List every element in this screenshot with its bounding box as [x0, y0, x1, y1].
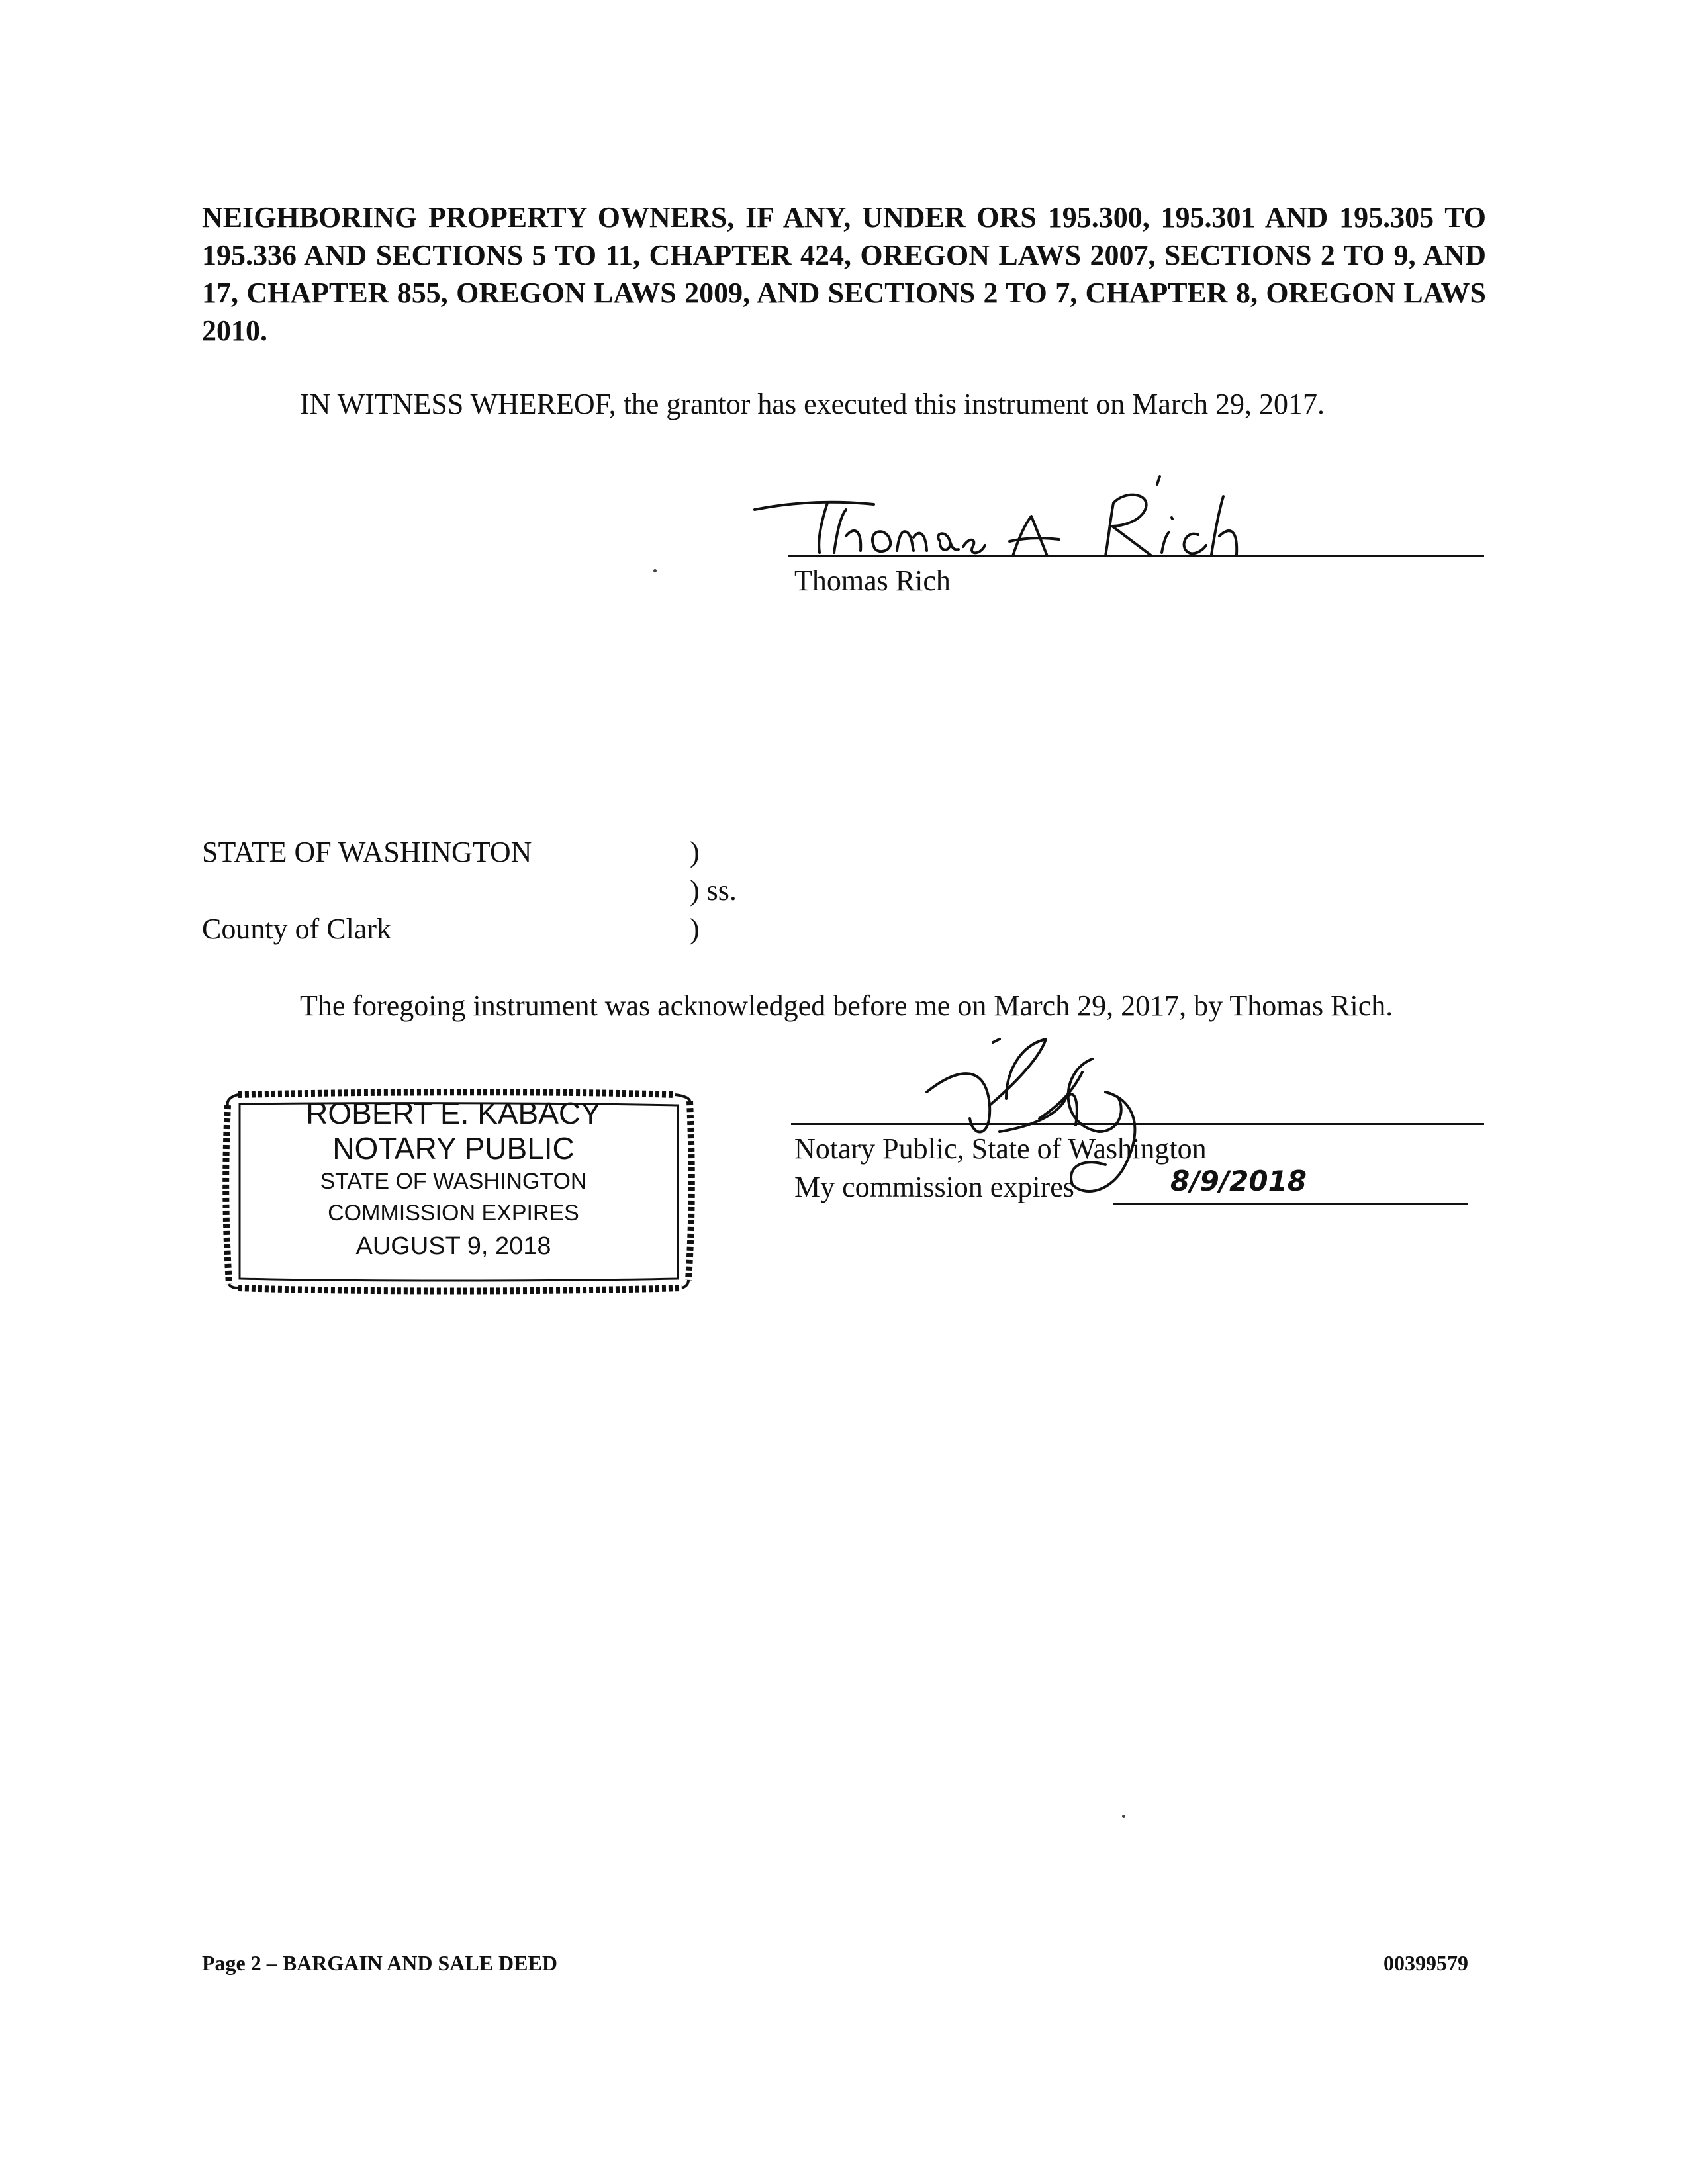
stamp-expires-date: AUGUST 9, 2018 [355, 1232, 551, 1260]
venue-paren-ss: ) ss. [690, 874, 737, 907]
stamp-expires-label: COMMISSION EXPIRES [328, 1201, 579, 1226]
footer-document-number: 00399579 [1383, 1951, 1468, 1975]
scan-speck [1122, 1815, 1125, 1818]
footer-document-title: Page 2 – BARGAIN AND SALE DEED [202, 1951, 557, 1975]
notary-signature-line [791, 1123, 1484, 1125]
notary-title: Notary Public, State of Washington [794, 1132, 1207, 1165]
stamp-notary-name: ROBERT E. KABACY [306, 1096, 601, 1130]
commission-expires-label: My commission expires [794, 1171, 1074, 1203]
commission-date-handwritten: 8/9/2018 [1170, 1165, 1307, 1197]
statute-paragraph: NEIGHBORING PROPERTY OWNERS, IF ANY, UNDER ORS 195.300, 195.301 AND 195.305 TO 195.336 AND SECTIONS 5 TO 11, CHAPTER 424, OREGON LAWS 2007, SECTIONS 2 TO 9, AND 17, CHAPTER 855, OREGON LAWS 2009, AND SECTIONS 2 TO 7, CHAPTER 8, OREGON LAWS 2010. [202, 201, 1486, 347]
grantor-printed-name: Thomas Rich [794, 565, 951, 597]
venue-paren-top: ) [690, 836, 700, 868]
venue-county: County of Clark [202, 913, 391, 945]
grantor-signature [748, 463, 1278, 563]
stamp-state: STATE OF WASHINGTON [320, 1169, 587, 1194]
witness-clause: IN WITNESS WHEREOF, the grantor has executed this instrument on March 29, 2017. [300, 388, 1325, 420]
acknowledgment-text: The foregoing instrument was acknowledged before me on March 29, 2017, by Thomas Rich. [300, 989, 1393, 1022]
venue-paren-bottom: ) [690, 913, 700, 945]
scan-speck [653, 569, 657, 572]
stamp-notary-title: NOTARY PUBLIC [332, 1131, 575, 1165]
venue-state: STATE OF WASHINGTON [202, 836, 532, 868]
commission-date-line [1113, 1203, 1468, 1205]
grantor-signature-line [788, 555, 1484, 557]
